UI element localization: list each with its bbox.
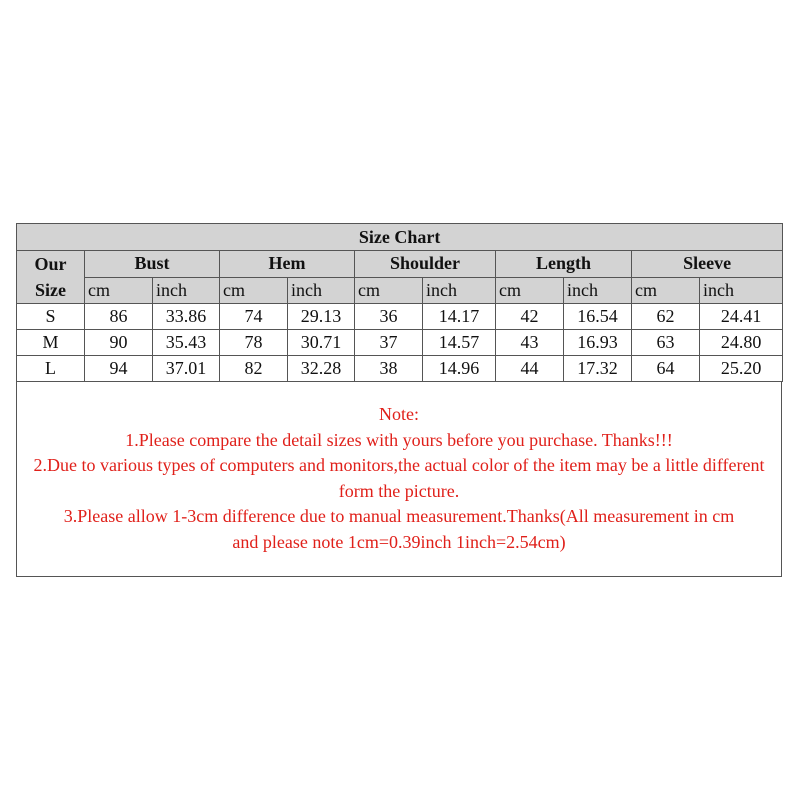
note-line: 2.Due to various types of computers and monitors,the actual color of the item may be a little different form the picture. [33,455,765,501]
value-cell: 16.93 [564,330,632,356]
unit-inch: inch [288,277,355,304]
unit-cm: cm [496,277,564,304]
note-box [16,382,782,577]
value-cell: 38 [355,356,423,382]
size-cell: S [17,304,85,330]
measure-header-hem: Hem [220,251,355,278]
unit-cm: cm [632,277,700,304]
value-cell: 35.43 [153,330,220,356]
value-cell: 14.17 [423,304,496,330]
size-chart [16,223,782,577]
unit-cm: cm [85,277,153,304]
measure-header-sleeve: Sleeve [632,251,783,278]
value-cell: 62 [632,304,700,330]
size-cell: L [17,356,85,382]
measure-header-row [17,251,783,278]
unit-cm: cm [220,277,288,304]
table-row [17,330,783,356]
table-row [17,356,783,382]
note-heading: Note: [379,404,419,424]
value-cell: 82 [220,356,288,382]
value-cell: 24.80 [700,330,783,356]
value-cell: 36 [355,304,423,330]
value-cell: 74 [220,304,288,330]
value-cell: 37.01 [153,356,220,382]
value-cell: 16.54 [564,304,632,330]
unit-inch: inch [700,277,783,304]
value-cell: 90 [85,330,153,356]
value-cell: 30.71 [288,330,355,356]
unit-inch: inch [423,277,496,304]
value-cell: 78 [220,330,288,356]
value-cell: 32.28 [288,356,355,382]
measure-header-length: Length [496,251,632,278]
size-cell: M [17,330,85,356]
value-cell: 33.86 [153,304,220,330]
value-cell: 29.13 [288,304,355,330]
value-cell: 17.32 [564,356,632,382]
value-cell: 86 [85,304,153,330]
value-cell: 64 [632,356,700,382]
note-line: 1.Please compare the detail sizes with yours before you purchase. Thanks!!! [125,429,673,450]
value-cell: 42 [496,304,564,330]
unit-cm: cm [355,277,423,304]
value-cell: 14.96 [423,356,496,382]
value-cell: 44 [496,356,564,382]
chart-title: Size Chart [17,224,783,251]
table-row [17,304,783,330]
our-size-header [17,251,85,304]
unit-inch: inch [153,277,220,304]
value-cell: 94 [85,356,153,382]
unit-header-row [17,277,783,304]
measure-header-shoulder: Shoulder [355,251,496,278]
value-cell: 37 [355,330,423,356]
value-cell: 24.41 [700,304,783,330]
our-size-label-line: Our [34,254,67,274]
note-line: 3.Please allow 1-3cm difference due to manual measurement.Thanks(All measurement in cm and please note 1cm=0.39inch 1inch=2.54cm) [63,506,735,552]
unit-inch: inch [564,277,632,304]
measure-header-bust: Bust [85,251,220,278]
our-size-label-line: Size [35,280,66,300]
value-cell: 14.57 [423,330,496,356]
value-cell: 63 [632,330,700,356]
size-chart-table [16,223,783,382]
title-row [17,224,783,251]
value-cell: 25.20 [700,356,783,382]
value-cell: 43 [496,330,564,356]
